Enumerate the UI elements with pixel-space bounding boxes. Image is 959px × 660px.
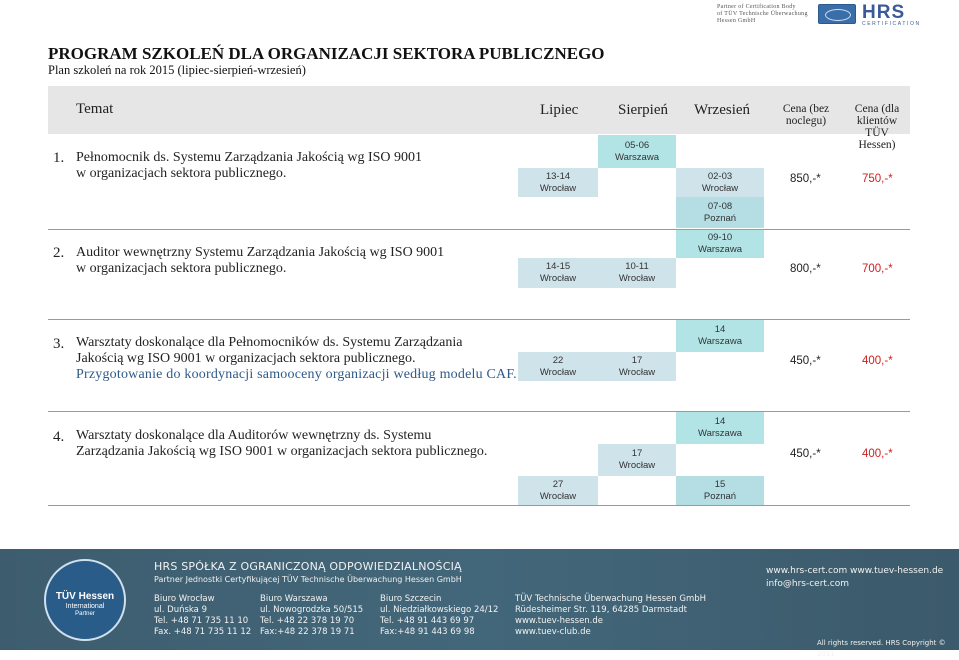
date-cell [598,135,676,168]
date-cell [676,320,764,352]
date-city: Warszawa [698,428,742,439]
seal-line-2: International [65,603,105,610]
seal-line-3: Partner [75,611,95,617]
partner-line-1: Partner of Certification Body [717,4,796,10]
header-client-price-label: Cena [854,103,879,115]
course-3-line-3: Przygotowanie do koordynacji samooceny organizacji według modelu CAF. [76,367,517,382]
date-city: Wrocław [539,273,577,284]
course-1-client-price: 750,-* [862,173,893,185]
page-title: PROGRAM SZKOLEŃ DLA ORGANIZACJI SEKTORA PUBLICZNEGO [48,44,605,63]
course-3-title [76,335,517,383]
date-cell [598,444,676,476]
course-3-number: 3. [53,336,65,352]
office-fax: Fax. +48 71 735 11 12 [154,627,252,637]
office-name: Biuro Warszawa [260,594,328,604]
office-fax: Fax:+48 22 378 19 71 [260,627,355,637]
row-divider [48,411,910,412]
tuv-hessen-link[interactable]: www.tuev-hessen.de [850,566,944,576]
office-address: ul. Nowogrodzka 50/515 [260,605,364,615]
header-august: Sierpień [618,102,668,118]
office-name: Biuro Szczecin [380,594,442,604]
date-city: Warszawa [698,244,742,255]
date-value: 09-10 [707,232,733,243]
seal-title: TÜV Hessen [55,591,115,602]
course-4-price: 450,-* [790,448,821,460]
office-address: ul. Niedziałkowskiego 24/12 [380,605,499,615]
header-september: Wrzesień [694,102,751,118]
course-3-client-price: 400,-* [862,355,893,367]
date-cell [598,258,676,288]
date-city: Warszawa [698,336,742,347]
date-city: Wrocław [618,366,656,378]
course-1-price: 850,-* [790,173,821,185]
course-4-line-1: Warsztaty doskonalące dla Auditorów wewnętrzny ds. Systemu [76,428,432,443]
office-szczecin [380,594,498,638]
course-2-number: 2. [53,245,65,261]
course-2-line-2: w organizacjach sektora publicznego. [76,261,287,276]
row-divider [48,505,910,506]
office-phone: Tel. +48 22 378 19 70 [260,616,355,626]
hrs-web-link[interactable]: www.hrs-cert.com [766,566,848,576]
date-city: Poznań [703,491,737,502]
course-4-number: 4. [53,429,65,445]
tuv-club-link[interactable]: www.tuev-club.de [515,627,591,637]
date-value: 05-06 [624,139,650,151]
date-cell [518,258,598,288]
tuv-name: TÜV Technische Überwachung Hessen GmbH [515,594,707,604]
tuv-hessen-partner-seal [44,559,126,641]
header-price-label: Cena [782,103,807,115]
date-value: 10-11 [625,261,649,272]
date-value: 14 [714,324,726,335]
date-city: Wrocław [539,182,577,194]
date-value: 15 [714,479,726,490]
course-2-client-price: 700,-* [862,263,893,275]
course-2-line-1: Auditor wewnętrzny Systemu Zarządzania Jakością wg ISO 9001 [76,245,445,260]
date-cell [676,197,764,228]
office-phone: Tel. +48 91 443 69 97 [380,616,475,626]
date-cell [518,168,598,197]
footer [0,549,959,658]
date-cell [518,476,598,506]
row-divider [48,319,910,320]
course-4-title [76,428,487,460]
date-value: 17 [631,354,643,366]
tuv-address: Rüdesheimer Str. 119, 64285 Darmstadt [515,605,687,615]
date-value: 13-14 [545,170,571,182]
date-value: 14 [714,416,726,427]
hrs-logo-subtitle: CERTIFICATION [862,21,921,27]
date-city: Wrocław [618,460,656,471]
date-value: 17 [631,448,643,459]
tuv-logo [818,4,856,24]
course-2-price: 800,-* [790,263,821,275]
course-3-line-1: Warsztaty doskonalące dla Pełnomocników ds. Systemu Zarządzania [76,335,463,350]
date-city: Wrocław [539,366,577,378]
course-1-number: 1. [53,150,65,166]
date-city: Wrocław [539,491,577,502]
date-city: Wrocław [701,182,739,194]
office-name: Biuro Wrocław [154,594,215,604]
date-cell [518,352,598,381]
partner-caption [717,4,808,25]
date-cell [676,230,764,258]
header-client-price-note-1: (dla klientów [856,103,900,127]
date-cell [676,168,764,197]
course-1-line-1: Pełnomocnik ds. Systemu Zarządzania Jakością wg ISO 9001 [76,150,423,165]
course-3-line-2: Jakością wg ISO 9001 w organizacjach sektora publicznego. [76,351,416,366]
header-topic: Temat [76,101,114,117]
date-city: Wrocław [618,273,656,284]
office-wroclaw [154,594,251,638]
partner-line-2: of TÜV Technische Überwachung [717,11,808,17]
date-city: Warszawa [615,151,659,163]
tuv-contact [515,594,706,638]
tuv-web-link[interactable]: www.tuev-hessen.de [515,616,604,626]
header-july: Lipiec [540,102,579,118]
course-1-title [76,150,422,182]
copyright: All rights reserved. HRS Copyright © 2011 [817,639,946,658]
hrs-email-link[interactable]: info@hrs-cert.com [766,579,850,589]
course-2-title [76,245,444,277]
date-cell [676,476,764,506]
course-4-client-price: 400,-* [862,448,893,460]
course-1-line-2: w organizacjach sektora publicznego. [76,166,287,181]
hrs-logo: HRS [862,2,906,23]
date-value: 14-15 [545,261,571,272]
course-4-line-2: Zarządzania Jakością wg ISO 9001 w organizacjach sektora publicznego. [76,444,488,459]
office-address: ul. Duńska 9 [154,605,207,615]
row-divider [48,229,910,230]
page-subtitle: Plan szkoleń na rok 2015 (lipiec-sierpień-wrzesień) [48,63,306,77]
date-city: Poznań [703,212,737,224]
header-price [776,103,836,127]
date-value: 27 [552,479,564,490]
header-price-note: (bez noclegu) [785,103,830,127]
header-client-price-note-2: TÜV Hessen) [858,127,896,151]
date-value: 02-03 [707,170,733,182]
footer-company: HRS SPÓŁKA Z OGRANICZONĄ ODPOWIEDZIALNOŚCIĄ [154,560,462,573]
header-client-price [848,103,906,151]
date-cell [598,352,676,381]
office-warszawa [260,594,363,638]
course-3-price: 450,-* [790,355,821,367]
partner-line-3: Hessen GmbH [717,18,756,24]
date-cell [676,412,764,444]
date-value: 07-08 [707,200,733,212]
date-value: 22 [552,354,564,366]
office-fax: Fax:+48 91 443 69 98 [380,627,475,637]
footer-company-sub: Partner Jednostki Certyfikującej TÜV Technische Überwachung Hessen GmbH [154,575,462,584]
office-phone: Tel. +48 71 735 11 10 [154,616,249,626]
